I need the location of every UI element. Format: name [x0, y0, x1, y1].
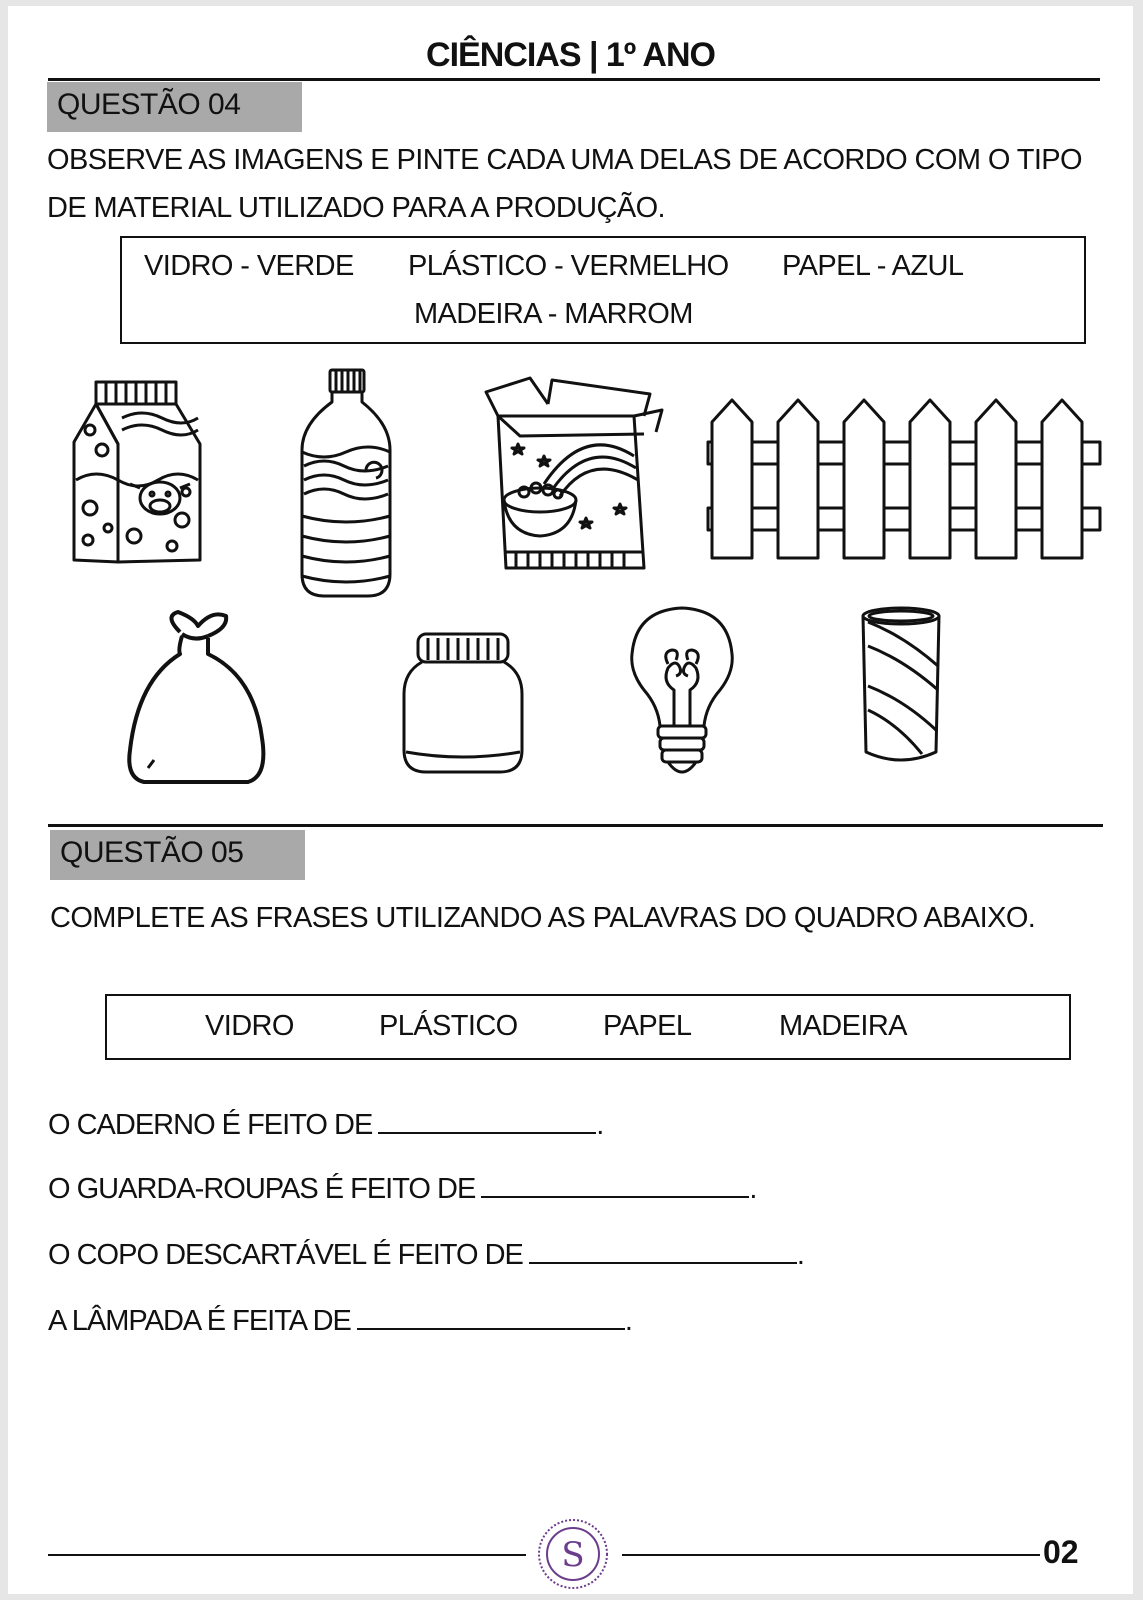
word-plastic: PLÁSTICO: [379, 1010, 518, 1042]
plastic-bottle-icon: [296, 366, 396, 602]
question-4-label: QUESTÃO 04: [47, 82, 302, 132]
brand-logo-letter: S: [561, 1535, 585, 1575]
sentence-4-end: .: [624, 1305, 632, 1337]
sentence-1-text: O CADERNO É FEITO DE: [48, 1109, 373, 1141]
sentence-2-blank[interactable]: [481, 1172, 749, 1198]
sentence-1: [48, 1108, 603, 1142]
word-glass: VIDRO: [205, 1010, 294, 1042]
brand-logo: [535, 1516, 611, 1592]
sentence-3: [48, 1238, 804, 1272]
cereal-box-icon: [484, 374, 670, 584]
sentence-2: [48, 1172, 756, 1206]
word-paper: PAPEL: [603, 1010, 692, 1042]
footer-rule-left: [48, 1554, 526, 1556]
sentence-2-end: .: [749, 1173, 757, 1205]
word-bank-box: [105, 994, 1071, 1060]
sentence-4: [48, 1304, 632, 1338]
question-5-label: QUESTÃO 05: [50, 830, 305, 880]
sentence-3-end: .: [796, 1239, 804, 1271]
paper-roll-icon: [860, 606, 942, 764]
glass-jar-icon: [402, 632, 524, 776]
sentence-2-text: O GUARDA-ROUPAS É FEITO DE: [48, 1173, 476, 1205]
plastic-bag-icon: [124, 610, 268, 788]
sentence-3-blank[interactable]: [529, 1238, 797, 1264]
color-legend-box: [120, 236, 1086, 344]
legend-wood: MADEIRA - MARROM: [414, 298, 693, 330]
question-4-instruction: OBSERVE AS IMAGENS E PINTE CADA UMA DELAS DE ACORDO COM O TIPO DE MATERIAL UTILIZADO PARA A PRODUÇÃO.: [47, 144, 1082, 224]
light-bulb-icon: [628, 606, 736, 782]
worksheet-page: [8, 6, 1133, 1594]
page-number: 02: [1043, 1534, 1079, 1570]
legend-glass: VIDRO - VERDE: [144, 250, 354, 282]
sentence-1-blank[interactable]: [378, 1108, 596, 1134]
word-wood: MADEIRA: [779, 1010, 907, 1042]
sentence-1-end: .: [596, 1109, 604, 1141]
page-title: CIÊNCIAS | 1º ANO: [426, 36, 715, 74]
milk-carton-icon: [68, 374, 204, 570]
sentence-4-text: A LÂMPADA É FEITA DE: [48, 1305, 351, 1337]
sentence-4-blank[interactable]: [357, 1304, 625, 1330]
wooden-fence-icon: [708, 398, 1100, 560]
question-5-rule: [48, 824, 1103, 827]
legend-plastic: PLÁSTICO - VERMELHO: [408, 250, 729, 282]
sentence-3-text: O COPO DESCARTÁVEL É FEITO DE: [48, 1239, 523, 1271]
footer-rule-right: [622, 1554, 1040, 1556]
title-rule: [48, 78, 1100, 81]
question-5-instruction: COMPLETE AS FRASES UTILIZANDO AS PALAVRAS DO QUADRO ABAIXO.: [50, 902, 1036, 934]
legend-paper: PAPEL - AZUL: [782, 250, 964, 282]
